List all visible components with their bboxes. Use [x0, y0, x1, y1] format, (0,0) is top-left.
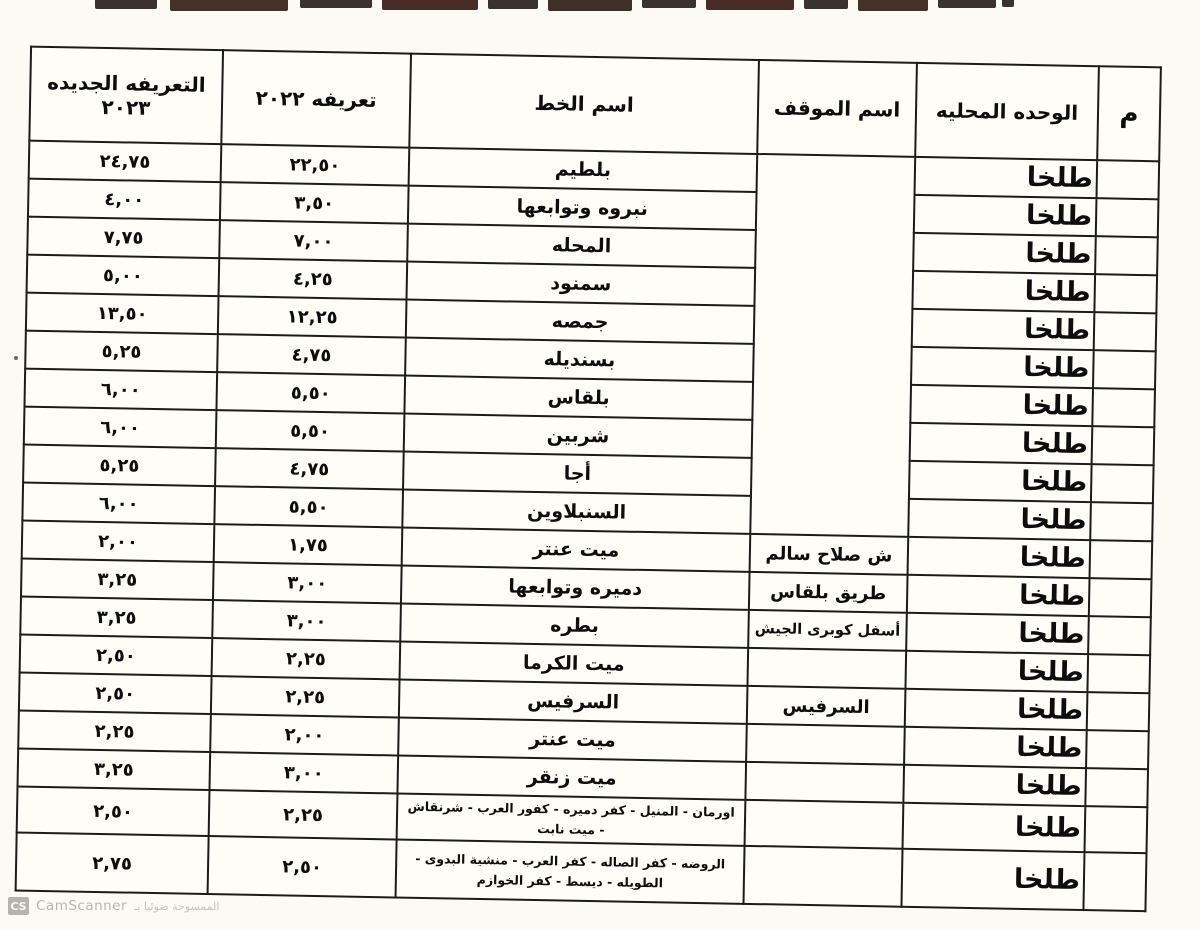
tariff-2022-cell: ٢,٢٥	[211, 676, 400, 717]
local-unit-cell: طلخا	[913, 233, 1096, 274]
tariff-2022-cell: ٤,٢٥	[219, 258, 408, 299]
camscanner-watermark	[8, 897, 219, 915]
stop-name-cell: ش صلاح سالم	[750, 534, 909, 575]
camscanner-brand-text: CamScanner	[36, 898, 128, 914]
line-name-cell: جمصه	[406, 300, 755, 344]
row-number-cell	[1092, 426, 1155, 465]
tariff-table	[15, 46, 1162, 913]
row-number-cell	[1090, 502, 1153, 541]
tariff-table-wrap	[15, 46, 1162, 913]
line-name-cell: بلقاس	[404, 376, 753, 420]
stop-name-cell	[745, 762, 904, 803]
row-number-cell	[1092, 388, 1155, 427]
tariff-2023-cell: ٦,٠٠	[24, 407, 217, 449]
stop-name-cell: طريق بلقاس	[749, 572, 908, 613]
tariff-2023-cell: ٥,٢٥	[23, 445, 216, 487]
stop-name-merged-cell	[750, 154, 915, 537]
tariff-2023-cell: ٤,٠٠	[28, 179, 221, 221]
line-name-cell: شربين	[404, 414, 753, 458]
row-number-cell	[1095, 236, 1158, 275]
line-name-cell: بسنديله	[405, 338, 754, 382]
local-unit-cell: طلخا	[914, 195, 1097, 236]
tariff-2022-cell: ٣,٠٠	[212, 600, 401, 641]
row-number-cell	[1090, 540, 1153, 579]
stop-name-cell	[745, 800, 904, 849]
row-number-cell	[1094, 312, 1157, 351]
tariff-2023-cell: ٥,٠٠	[27, 255, 220, 297]
row-number-cell	[1088, 616, 1151, 655]
row-number-cell	[1091, 464, 1154, 503]
tariff-2022-cell: ٣,٠٠	[213, 562, 402, 603]
local-unit-cell: طلخا	[901, 849, 1084, 910]
stop-name-cell: أسفل كوبرى الجيش	[748, 610, 907, 651]
row-number-cell	[1083, 852, 1146, 911]
tariff-2022-cell: ٣,٠٠	[209, 752, 398, 793]
tariff-2023-cell: ٥,٢٥	[25, 331, 218, 373]
header-local-unit: الوحده المحليه	[915, 63, 1099, 160]
tariff-2023-cell: ٣,٢٥	[20, 597, 213, 639]
header-tariff-2023: التعريفه الجديده ٢٠٢٣	[29, 47, 223, 145]
tariff-2022-cell: ٥,٥٠	[216, 410, 405, 451]
header-line-name: اسم الخط	[409, 54, 759, 154]
tariff-2023-cell: ٢,٥٠	[19, 673, 212, 715]
tariff-2022-cell: ٢,٢٥	[209, 790, 398, 839]
local-unit-cell: طلخا	[905, 651, 1088, 692]
local-unit-cell: طلخا	[908, 537, 1091, 578]
tariff-2022-cell: ١,٧٥	[214, 524, 403, 565]
camscanner-caption-text: الممسوحة ضوئيا بـ	[134, 899, 220, 913]
tariff-2022-cell: ٧,٠٠	[219, 220, 408, 261]
tariff-2022-cell: ٤,٧٥	[215, 448, 404, 489]
stop-name-cell	[743, 846, 902, 907]
local-unit-cell: طلخا	[905, 689, 1088, 730]
cropped-title-fragments	[0, 0, 1200, 16]
row-number-cell	[1096, 160, 1159, 199]
tariff-2023-cell: ٦,٠٠	[24, 369, 217, 411]
line-name-cell: بلطيم	[409, 148, 758, 192]
tariff-2023-cell: ٣,٢٥	[21, 559, 214, 601]
line-name-cell: سمنود	[407, 262, 756, 306]
tariff-2022-cell: ٥,٥٠	[214, 486, 403, 527]
row-number-cell	[1086, 730, 1149, 769]
tariff-2023-cell: ٢,٠٠	[22, 521, 215, 563]
tariff-2023-cell: ٢٤,٧٥	[29, 141, 222, 183]
row-number-cell	[1084, 806, 1147, 853]
local-unit-cell: طلخا	[910, 385, 1093, 426]
line-name-cell: ميت الكرما	[400, 642, 749, 686]
local-unit-cell: طلخا	[909, 461, 1092, 502]
local-unit-cell: طلخا	[912, 271, 1095, 312]
line-name-cell: دميره وتوابعها	[401, 566, 750, 610]
tariff-2023-cell: ٢,٢٥	[18, 711, 211, 753]
local-unit-cell: طلخا	[910, 423, 1093, 464]
line-name-cell: الروضه - كفر الصاله - كفر العرب - منشية البدوى - الطويله - ديسط - كفر الخوازم	[396, 839, 745, 903]
tariff-2022-cell: ٣,٥٠	[220, 182, 409, 223]
tariff-2022-cell: ١٢,٢٥	[218, 296, 407, 337]
local-unit-cell: طلخا	[911, 347, 1094, 388]
line-name-cell: ميت زنقر	[397, 755, 746, 799]
line-name-cell: اورمان - المنيل - كفر دميره - كفور العرب - شرنقاش - ميت نابت	[397, 793, 746, 845]
local-unit-cell: طلخا	[903, 803, 1086, 852]
row-number-cell	[1094, 274, 1157, 313]
stop-name-cell: السرفيس	[747, 686, 906, 727]
local-unit-cell: طلخا	[907, 575, 1090, 616]
local-unit-cell: طلخا	[908, 499, 1091, 540]
line-name-cell: ميت عنتر	[398, 717, 747, 761]
line-name-cell: أجا	[403, 452, 752, 496]
stop-name-cell	[746, 724, 905, 765]
line-name-cell: بطره	[400, 604, 749, 648]
row-number-cell	[1096, 198, 1159, 237]
table-body	[16, 141, 1160, 912]
tariff-2023-cell: ١٣,٥٠	[26, 293, 219, 335]
local-unit-cell: طلخا	[906, 613, 1089, 654]
line-name-cell: ميت عنتر	[402, 528, 751, 572]
tariff-2022-cell: ٤,٧٥	[217, 334, 406, 375]
row-number-cell	[1093, 350, 1156, 389]
tariff-2023-cell: ٣,٢٥	[18, 749, 211, 791]
tariff-2022-cell: ٢٢,٥٠	[221, 144, 410, 185]
scan-artifact-dot	[14, 356, 18, 360]
tariff-2023-cell: ٢,٧٥	[16, 833, 209, 895]
line-name-cell: نبروه وتوابعها	[408, 186, 757, 230]
camscanner-logo-icon: CS	[8, 897, 29, 915]
tariff-2023-cell: ٦,٠٠	[22, 483, 215, 525]
row-number-cell	[1087, 654, 1150, 693]
line-name-cell: السنبلاوين	[402, 490, 751, 534]
tariff-2022-cell: ٢,٢٥	[212, 638, 401, 679]
row-number-cell	[1087, 692, 1150, 731]
line-name-cell: المحله	[407, 224, 756, 268]
tariff-2023-cell: ٢,٥٠	[20, 635, 213, 677]
row-number-cell	[1085, 768, 1148, 807]
header-number: م	[1097, 66, 1161, 161]
stop-name-cell	[747, 648, 906, 689]
tariff-2023-cell: ٢,٥٠	[17, 787, 210, 837]
local-unit-cell: طلخا	[912, 309, 1095, 350]
tariff-2023-cell: ٧,٧٥	[27, 217, 220, 259]
local-unit-cell: طلخا	[915, 157, 1098, 198]
tariff-2022-cell: ٢,٥٠	[208, 836, 397, 897]
tariff-2022-cell: ٢,٠٠	[210, 714, 399, 755]
row-number-cell	[1089, 578, 1152, 617]
local-unit-cell: طلخا	[903, 765, 1086, 806]
header-tariff-2022: تعريفه ٢٠٢٢	[221, 50, 411, 147]
line-name-cell: السرفيس	[399, 680, 748, 724]
local-unit-cell: طلخا	[904, 727, 1087, 768]
header-stop-name: اسم الموقف	[757, 60, 917, 157]
tariff-2022-cell: ٥,٥٠	[216, 372, 405, 413]
